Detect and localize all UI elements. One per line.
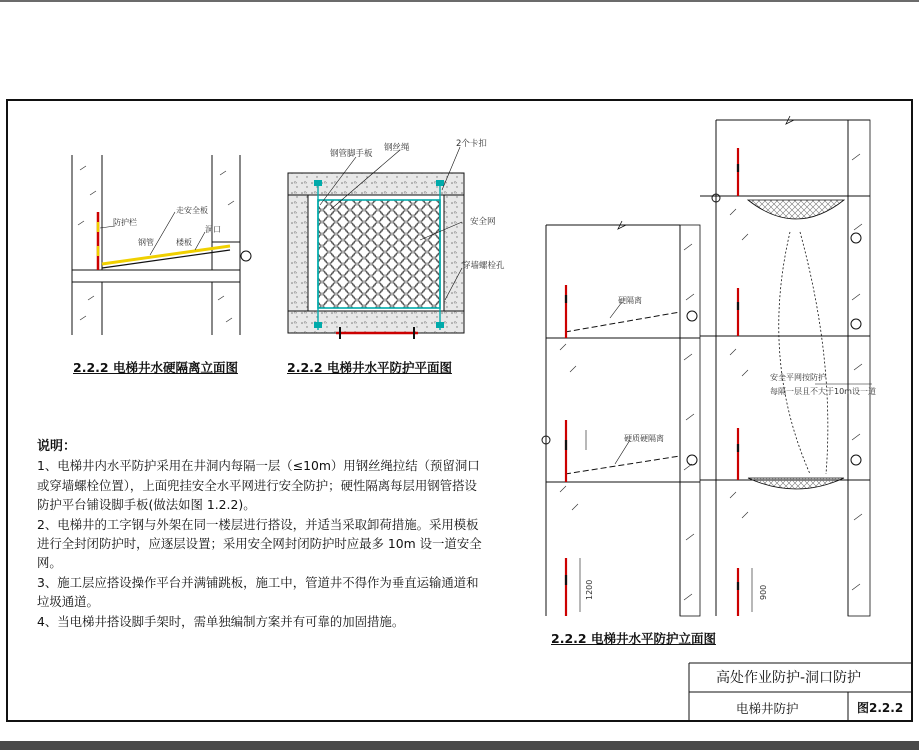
fig1-label-slab: 楼板 xyxy=(176,238,192,247)
fig2-horizontal-plan xyxy=(288,138,505,339)
fig2-label-fasteners: 2个卡扣 xyxy=(456,139,487,149)
notes-block xyxy=(37,437,487,631)
fig3-dim-1200: 1200 xyxy=(585,579,594,600)
fig3-label-hard-barrier: 硬隔离 xyxy=(618,296,642,305)
fig3-label-hard-barrier-2: 硬质硬隔离 xyxy=(624,434,664,443)
fig1-label-steel: 钢管 xyxy=(138,238,154,247)
fig2-label-rope-hole: 穿墙螺栓孔 xyxy=(462,261,505,271)
note-item-4: 4、当电梯井搭设脚手架时，需单独编制方案并有可靠的加固措施。 xyxy=(37,613,405,629)
fig2-label-wire-rope: 钢丝绳 xyxy=(384,143,410,153)
fig3-horizontal-elevation-right xyxy=(700,116,876,616)
fig3-net-note-2: 每隔一层且不大于10m设一道 xyxy=(770,387,876,396)
title-block-subtitle: 电梯井防护 xyxy=(736,701,799,716)
fig2-label-steel-plate: 钢管脚手板 xyxy=(330,149,373,159)
fig2-label-safety-net: 安全网 xyxy=(470,217,496,227)
fig3-dim-900: 900 xyxy=(759,584,768,600)
notes-title: 说明： xyxy=(37,439,77,454)
title-block-title: 高处作业防护-洞口防护 xyxy=(716,670,862,686)
fig3-horizontal-elevation-left xyxy=(542,221,700,616)
note-item-3: 3、施工层应搭设操作平台并满铺跳板，施工中，管道井不得作为垂直运输通道和垃圾通道。 xyxy=(37,574,479,610)
fig1-label-board: 走安全板 xyxy=(176,206,208,215)
window-bottom-bar xyxy=(0,741,919,750)
fig1-label-guardrail: 防护栏 xyxy=(113,218,137,227)
title-block-figure-no: 图2.2.2 xyxy=(857,701,904,715)
fig1-label-hole: 洞口 xyxy=(205,225,221,234)
caption-horizontal-elevation: 2.2.2 电梯井水平防护立面图 xyxy=(551,631,716,646)
fig3-net-note-1: 安全平网按防护 xyxy=(770,373,826,382)
caption-hard-barrier-elevation: 2.2.2 电梯井水硬隔离立面图 xyxy=(73,360,238,375)
fig1-hard-barrier-elevation xyxy=(72,155,251,335)
caption-horizontal-plan: 2.2.2 电梯井水平防护平面图 xyxy=(287,360,452,375)
note-item-2: 2、电梯井的工字钢与外架在同一楼层进行搭设，并适当采取卸荷措施。采用模板进行全封闭防护时，应逐层设置；采用安全网封闭防护时应最多 10m 设一道安全网。 xyxy=(37,516,482,571)
note-item-1: 1、电梯井内水平防护采用在井洞内每隔一层（≤10m）用钢丝绳拉结（预留洞口或穿墙螺栓位置），上面兜挂安全水平网进行安全防护；硬性隔离每层用钢管搭设防护平台铺设脚手板(做法如图 1.2.2)。 xyxy=(37,458,480,513)
